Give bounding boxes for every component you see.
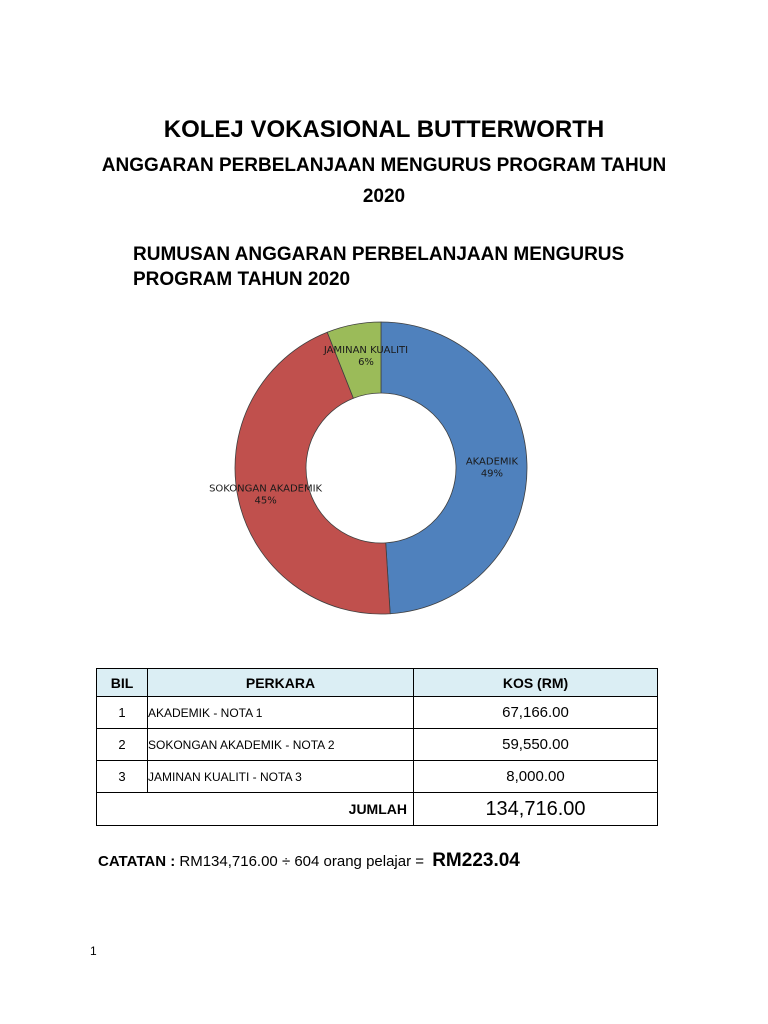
- budget-table: [96, 668, 658, 826]
- budget-donut-chart: [200, 305, 570, 635]
- row-bil: 1: [97, 697, 148, 729]
- table-row: [97, 729, 658, 761]
- slice-percent-label: 49%: [480, 468, 504, 480]
- header-bil: BIL: [97, 669, 148, 697]
- note-label: CATATAN :: [98, 853, 176, 870]
- note-calculation: RM134,716.00 ÷ 604 orang pelajar =: [179, 853, 425, 870]
- document-title: KOLEJ VOKASIONAL BUTTERWORTH: [163, 116, 605, 143]
- table-total-row: [97, 793, 658, 826]
- table-header-row: [97, 669, 658, 697]
- slice-label: AKADEMIK: [465, 456, 519, 468]
- document-subtitle: ANGGARAN PERBELANJAAN MENGURUS PROGRAM TAHUN 2020: [101, 155, 667, 207]
- row-kos: 59,550.00: [414, 729, 658, 761]
- table-row: [97, 761, 658, 793]
- row-perkara: SOKONGAN AKADEMIK - NOTA 2: [148, 729, 414, 761]
- row-bil: 2: [97, 729, 148, 761]
- page-number: 1: [90, 944, 97, 958]
- note-result: RM223.04: [432, 850, 520, 871]
- slice-label: JAMINAN KUALITI: [323, 345, 409, 356]
- slice-percent-label: 6%: [358, 357, 374, 368]
- row-perkara: JAMINAN KUALITI - NOTA 3: [148, 761, 414, 793]
- header-perkara: PERKARA: [148, 669, 414, 697]
- header-kos: KOS (RM): [414, 669, 658, 697]
- section-title: RUMUSAN ANGGARAN PERBELANJAAN MENGURUS PROGRAM TAHUN 2020: [133, 244, 625, 290]
- row-bil: 3: [97, 761, 148, 793]
- note: [98, 850, 698, 872]
- slice-label: SOKONGAN AKADEMIK: [209, 483, 323, 495]
- total-value: 134,716.00: [414, 793, 658, 826]
- row-kos: 67,166.00: [414, 697, 658, 729]
- total-label: JUMLAH: [97, 793, 414, 826]
- table-row: [97, 697, 658, 729]
- donut-slice-akademik: [381, 322, 527, 614]
- row-kos: 8,000.00: [414, 761, 658, 793]
- slice-percent-label: 45%: [254, 495, 277, 507]
- row-perkara: AKADEMIK - NOTA 1: [148, 697, 414, 729]
